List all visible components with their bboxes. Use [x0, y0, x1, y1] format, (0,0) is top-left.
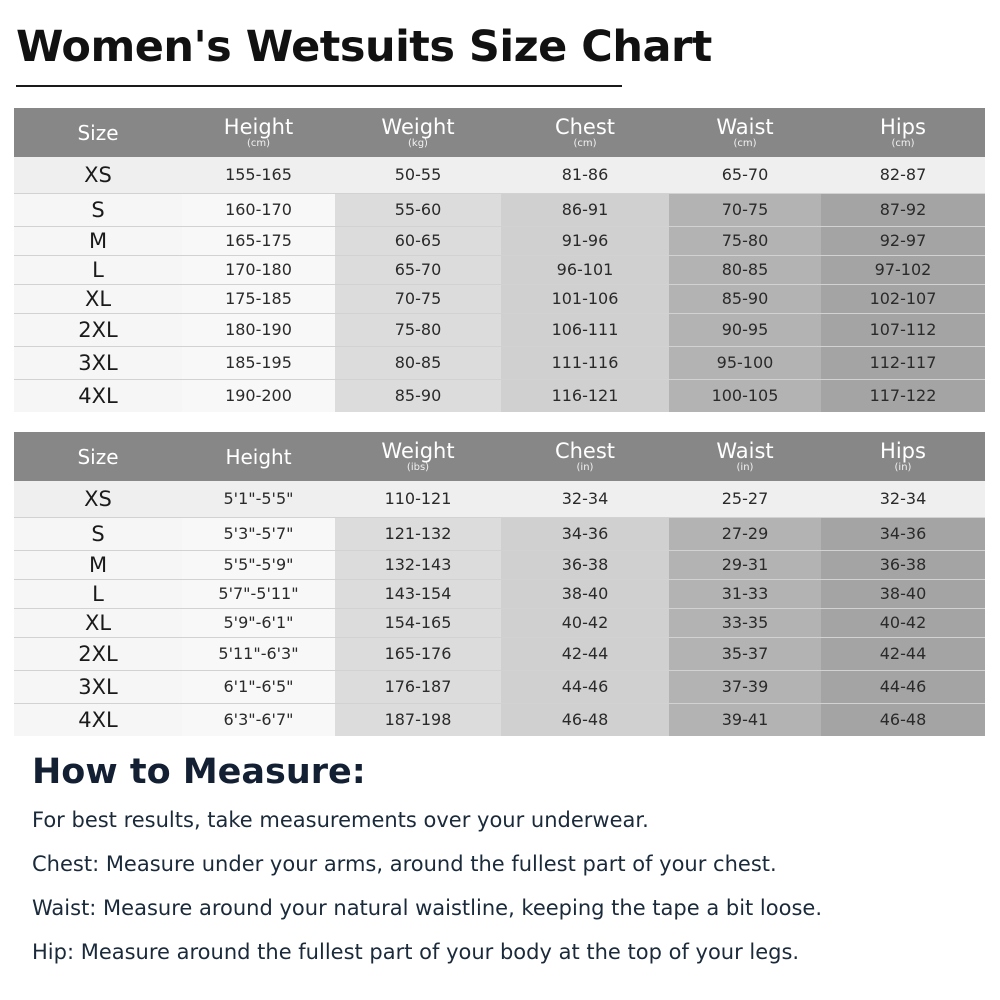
header-hips: Hips (in): [880, 439, 926, 473]
measure-instruction-general: For best results, take measurements over your underwear.: [32, 808, 649, 832]
cell-size: XL: [14, 608, 182, 637]
cell-size: S: [14, 517, 182, 550]
table-row: [14, 193, 985, 226]
cell-hips: 112-117: [821, 346, 985, 379]
cell-height: 5'9"-6'1": [182, 608, 335, 637]
cell-height: 190-200: [182, 379, 335, 412]
table-row: [14, 284, 985, 313]
table-row: [14, 481, 985, 517]
cell-height: 5'11"-6'3": [182, 637, 335, 670]
imperial-size-table: [14, 432, 985, 736]
page-title: Women's Wetsuits Size Chart: [16, 22, 712, 72]
measure-instruction-chest: Chest: Measure under your arms, around the fullest part of your chest.: [32, 852, 777, 876]
header-chest: Chest (cm): [554, 115, 616, 149]
cell-chest: 96-101: [501, 255, 669, 284]
table-row: [14, 346, 985, 379]
table-row: [14, 550, 985, 579]
cell-size: L: [14, 579, 182, 608]
cell-height: 185-195: [182, 346, 335, 379]
imperial-table-body: [14, 481, 985, 736]
cell-waist: 29-31: [669, 550, 821, 579]
cell-waist: 27-29: [669, 517, 821, 550]
cell-waist: 37-39: [669, 670, 821, 703]
cell-hips: 40-42: [821, 608, 985, 637]
header-height: Height: [225, 444, 292, 469]
title-underline: [16, 85, 622, 87]
cell-waist: 75-80: [669, 226, 821, 255]
table-row: [14, 703, 985, 736]
table-row: [14, 517, 985, 550]
cell-weight: 55-60: [335, 193, 501, 226]
cell-hips: 44-46: [821, 670, 985, 703]
cell-weight: 143-154: [335, 579, 501, 608]
cell-height: 155-165: [182, 157, 335, 193]
cell-chest: 46-48: [501, 703, 669, 736]
cell-hips: 92-97: [821, 226, 985, 255]
header-size: Size: [77, 120, 119, 145]
cell-height: 5'3"-5'7": [182, 517, 335, 550]
measure-instruction-waist: Waist: Measure around your natural waistline, keeping the tape a bit loose.: [32, 896, 823, 920]
cell-size: XS: [14, 157, 182, 193]
cell-weight: 132-143: [335, 550, 501, 579]
cell-size: S: [14, 193, 182, 226]
table-row: [14, 157, 985, 193]
cell-size: M: [14, 226, 182, 255]
table-header-row: [14, 432, 985, 481]
cell-height: 5'5"-5'9": [182, 550, 335, 579]
cell-chest: 86-91: [501, 193, 669, 226]
cell-height: 6'3"-6'7": [182, 703, 335, 736]
cell-height: 175-185: [182, 284, 335, 313]
cell-waist: 25-27: [669, 481, 821, 517]
cell-size: M: [14, 550, 182, 579]
cell-waist: 85-90: [669, 284, 821, 313]
cell-hips: 34-36: [821, 517, 985, 550]
table-row: [14, 255, 985, 284]
cell-waist: 70-75: [669, 193, 821, 226]
cell-height: 5'1"-5'5": [182, 481, 335, 517]
table-header-row: [14, 108, 985, 157]
cell-hips: 117-122: [821, 379, 985, 412]
cell-waist: 100-105: [669, 379, 821, 412]
table-row: [14, 608, 985, 637]
cell-chest: 40-42: [501, 608, 669, 637]
cell-size: 3XL: [14, 670, 182, 703]
header-waist: Waist (cm): [716, 115, 774, 149]
cell-chest: 116-121: [501, 379, 669, 412]
table-row: [14, 579, 985, 608]
header-size: Size: [77, 444, 119, 469]
cell-weight: 50-55: [335, 157, 501, 193]
cell-hips: 97-102: [821, 255, 985, 284]
cell-hips: 32-34: [821, 481, 985, 517]
cell-waist: 31-33: [669, 579, 821, 608]
cell-hips: 46-48: [821, 703, 985, 736]
table-row: [14, 637, 985, 670]
cell-height: 170-180: [182, 255, 335, 284]
cell-chest: 34-36: [501, 517, 669, 550]
header-height: Height (cm): [223, 115, 294, 149]
table-row: [14, 313, 985, 346]
cell-hips: 82-87: [821, 157, 985, 193]
table-row: [14, 226, 985, 255]
cell-height: 6'1"-6'5": [182, 670, 335, 703]
cell-chest: 111-116: [501, 346, 669, 379]
cell-height: 165-175: [182, 226, 335, 255]
header-weight: Weight (kg): [381, 115, 455, 149]
cell-size: L: [14, 255, 182, 284]
cell-chest: 32-34: [501, 481, 669, 517]
cell-chest: 36-38: [501, 550, 669, 579]
cell-hips: 38-40: [821, 579, 985, 608]
cell-chest: 106-111: [501, 313, 669, 346]
cell-hips: 42-44: [821, 637, 985, 670]
cell-weight: 110-121: [335, 481, 501, 517]
cell-weight: 70-75: [335, 284, 501, 313]
cell-hips: 36-38: [821, 550, 985, 579]
cell-weight: 187-198: [335, 703, 501, 736]
cell-size: XS: [14, 481, 182, 517]
cell-waist: 90-95: [669, 313, 821, 346]
header-waist: Waist (in): [716, 439, 774, 473]
cell-chest: 91-96: [501, 226, 669, 255]
cell-chest: 44-46: [501, 670, 669, 703]
table-row: [14, 670, 985, 703]
cell-height: 5'7"-5'11": [182, 579, 335, 608]
cell-waist: 80-85: [669, 255, 821, 284]
measure-instruction-hip: Hip: Measure around the fullest part of your body at the top of your legs.: [32, 940, 800, 964]
how-to-measure-heading: How to Measure:: [32, 752, 366, 792]
metric-table-body: [14, 157, 985, 412]
cell-hips: 87-92: [821, 193, 985, 226]
cell-weight: 154-165: [335, 608, 501, 637]
header-chest: Chest (in): [554, 439, 616, 473]
cell-size: 2XL: [14, 313, 182, 346]
cell-size: 4XL: [14, 379, 182, 412]
cell-weight: 80-85: [335, 346, 501, 379]
cell-waist: 65-70: [669, 157, 821, 193]
cell-weight: 165-176: [335, 637, 501, 670]
cell-size: 4XL: [14, 703, 182, 736]
cell-waist: 39-41: [669, 703, 821, 736]
cell-chest: 81-86: [501, 157, 669, 193]
header-hips: Hips (cm): [880, 115, 926, 149]
cell-weight: 176-187: [335, 670, 501, 703]
metric-size-table: [14, 108, 985, 412]
cell-weight: 65-70: [335, 255, 501, 284]
cell-weight: 85-90: [335, 379, 501, 412]
cell-chest: 101-106: [501, 284, 669, 313]
cell-height: 180-190: [182, 313, 335, 346]
table-row: [14, 379, 985, 412]
cell-chest: 38-40: [501, 579, 669, 608]
cell-size: 3XL: [14, 346, 182, 379]
cell-chest: 42-44: [501, 637, 669, 670]
cell-waist: 35-37: [669, 637, 821, 670]
cell-size: XL: [14, 284, 182, 313]
cell-hips: 107-112: [821, 313, 985, 346]
cell-weight: 75-80: [335, 313, 501, 346]
header-weight: Weight (ibs): [381, 439, 455, 473]
cell-waist: 95-100: [669, 346, 821, 379]
cell-size: 2XL: [14, 637, 182, 670]
cell-waist: 33-35: [669, 608, 821, 637]
cell-hips: 102-107: [821, 284, 985, 313]
cell-weight: 60-65: [335, 226, 501, 255]
cell-height: 160-170: [182, 193, 335, 226]
cell-weight: 121-132: [335, 517, 501, 550]
